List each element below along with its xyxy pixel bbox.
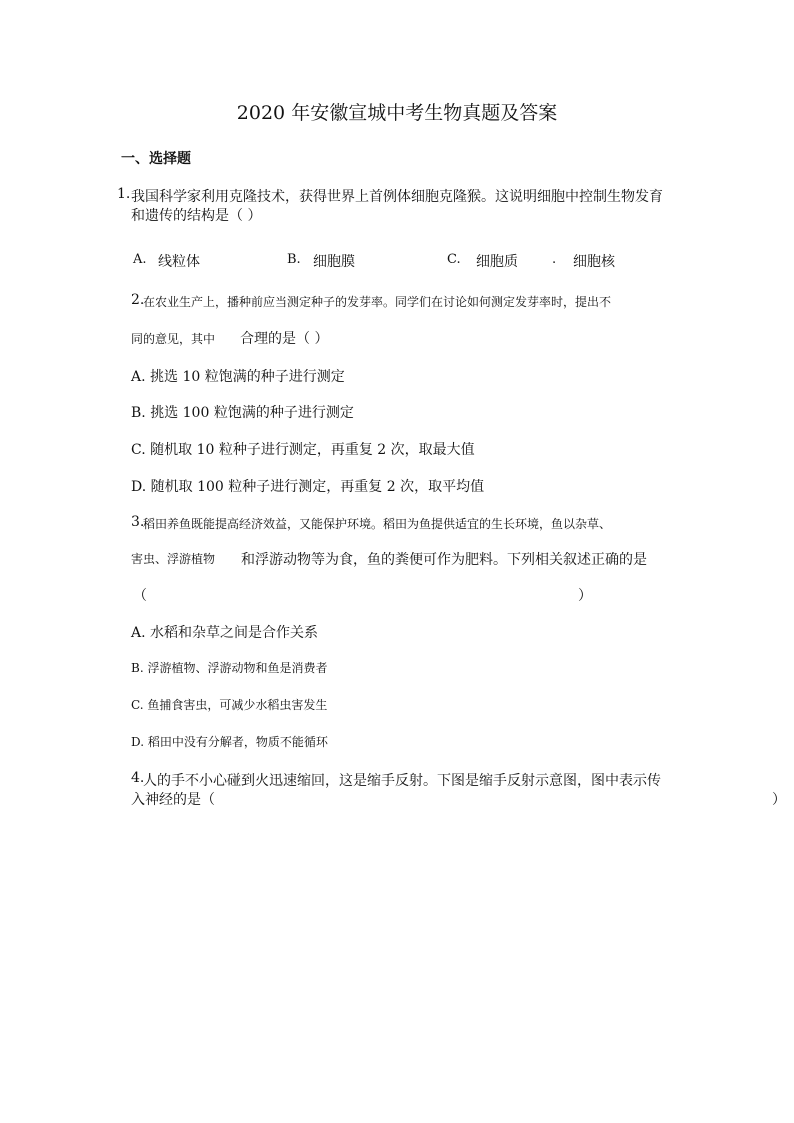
option-text: 细胞核 — [573, 254, 615, 270]
question-stem-line: 和浮游动物等为食，鱼的粪便可作为肥料。下列相关叙述正确的是 — [241, 552, 647, 568]
option-label: B. — [131, 661, 144, 675]
option-text: 挑选 10 粒饱满的种子进行测定 — [150, 369, 345, 385]
option-label: C. — [131, 442, 146, 458]
option-text: 水稻和杂草之间是合作关系 — [150, 625, 319, 641]
option-label: B. — [131, 405, 146, 421]
option-line — [131, 622, 318, 642]
question-stem-line: 人的手不小心碰到火迅速缩回，这是缩手反射。下图是缩手反射示意图，图中表示传 — [143, 773, 661, 789]
option-text: 线粒体 — [158, 254, 200, 270]
option-line — [131, 696, 327, 713]
question-number: 1. — [117, 186, 131, 202]
answer-paren-close: ） — [578, 588, 592, 604]
question-number: 2. — [131, 292, 145, 308]
question-number: 4. — [131, 770, 145, 786]
page-title: 2020 年安徽宣城中考生物真题及答案 — [236, 102, 558, 124]
option-label: C. — [447, 252, 461, 267]
option-label: D. — [131, 479, 147, 495]
question-stem-line: 合理的是（ ） — [240, 331, 329, 347]
question-stem-line: 和遗传的结构是（ ） — [131, 208, 262, 224]
option-text: 鱼捕食害虫，可减少水稻虫害发生 — [147, 698, 328, 712]
question-stem-line: 我国科学家利用克隆技术，获得世界上首例体细胞克隆猴。这说明细胞中控制生物发育 — [131, 189, 663, 205]
option-text: 随机取 100 粒种子进行测定，再重复 2 次，取平均值 — [150, 479, 485, 495]
section-heading: 一、选择题 — [121, 151, 191, 167]
option-label: A. — [133, 252, 147, 267]
question-stem-line: 稻田养鱼既能提高经济效益，又能保护环境。稻田为鱼提供适宜的生长环境，鱼以杂草、 — [143, 517, 612, 531]
option-label: D. — [131, 735, 145, 749]
option-label: B. — [287, 252, 301, 267]
option-label: C. — [131, 698, 144, 712]
option-text: 细胞质 — [476, 254, 518, 270]
option-text: 浮游植物、浮游动物和鱼是消费者 — [147, 661, 328, 675]
option-text: 随机取 10 粒种子进行测定，再重复 2 次，取最大值 — [150, 442, 475, 458]
option-text: 稻田中没有分解者，物质不能循环 — [147, 735, 328, 749]
option-label: . — [552, 252, 557, 267]
option-label: A. — [131, 369, 146, 385]
option-text: 细胞膜 — [313, 254, 355, 270]
question-stem-line: 害虫、浮游植物 — [131, 552, 216, 566]
question-stem-line: 入神经的是（ — [131, 792, 215, 808]
question-stem-line: 在农业生产上，播种前应当测定种子的发芽率。同学们在讨论如何测定发芽率时，提出不 — [143, 295, 612, 309]
question-stem-line: 同的意见，其中 — [131, 332, 216, 346]
option-text: 挑选 100 粒饱满的种子进行测定 — [150, 405, 354, 421]
option-line — [131, 733, 328, 750]
option-line — [131, 439, 475, 459]
option-line — [131, 476, 484, 496]
answer-paren-open: （ — [133, 588, 147, 604]
option-label: A. — [131, 625, 146, 641]
question-number: 3. — [131, 514, 145, 530]
option-line — [131, 366, 345, 386]
answer-paren-close: ） — [772, 792, 786, 808]
option-line — [131, 659, 327, 676]
option-line — [131, 402, 354, 422]
